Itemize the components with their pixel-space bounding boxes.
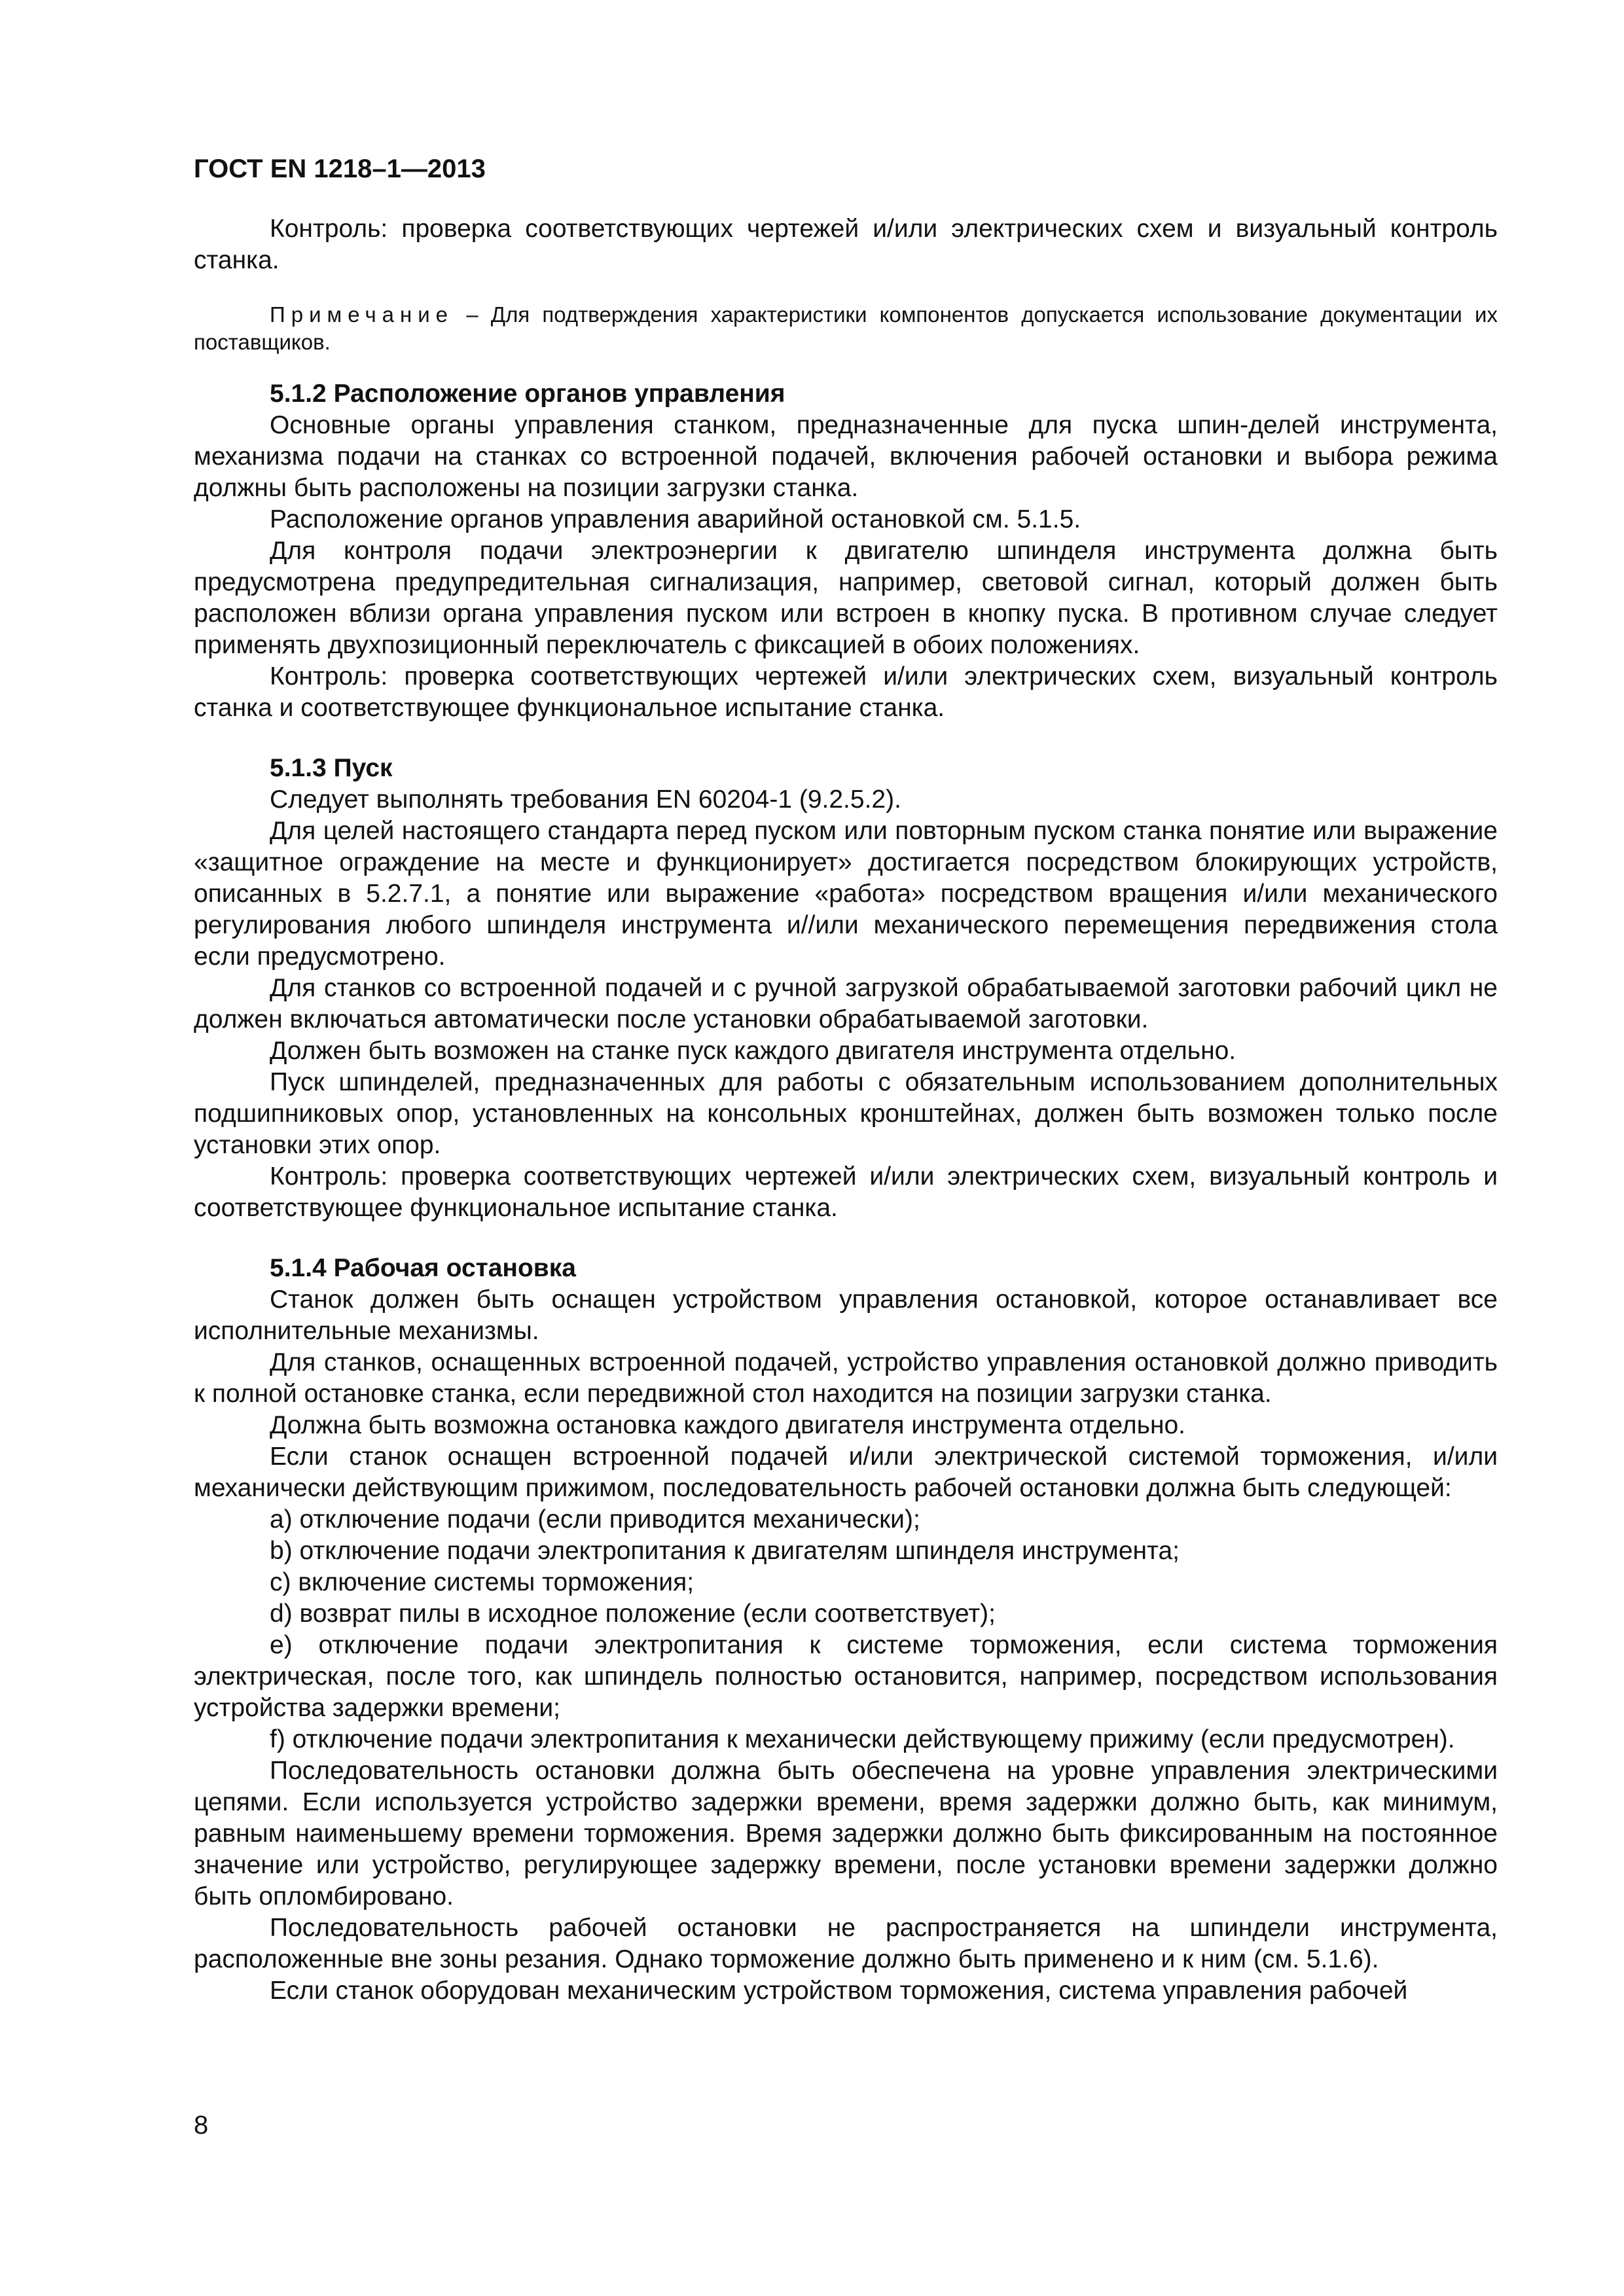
- section-heading-5-1-3: 5.1.3 Пуск: [270, 754, 393, 782]
- paragraph: Если станок оборудован механическим устройством торможения, система управления рабочей: [270, 1977, 1408, 2005]
- paragraph: Для станков, оснащенных встроенной подачей, устройство управления остановкой должно приводить к полной остановке станка, если передвижной стол находится на позиции загрузки станка.: [194, 1348, 1498, 1408]
- note-paragraph: [194, 301, 1498, 356]
- list-item: a) отключение подачи (если приводится механически);: [270, 1505, 920, 1534]
- paragraph: Если станок оснащен встроенной подачей и/или электрической системой торможения, и/или механически действующим прижимом, последовательность рабочей остановки должна быть следующей:: [194, 1443, 1498, 1502]
- list-item: c) включение системы торможения;: [270, 1568, 695, 1596]
- paragraph: Для целей настоящего стандарта перед пуском или повторным пуском станка понятие или выражение «защитное ограждение на месте и функционирует» достигается посредством блокирующих устройств, описанных в 5.2.7.1, а понятие или выражение «работа» посредством вращения и/или механического регулирования любого шпинделя инструмента и//или механического перемещения передвижения стола если предусмотрено.: [194, 817, 1498, 971]
- intro-control-paragraph: Контроль: проверка соответствующих чертежей и/или электрических схем и визуальный контроль станка.: [194, 215, 1498, 274]
- paragraph: Пуск шпинделей, предназначенных для работы с обязательным использованием дополнительных подшипниковых опор, установленных на консольных кронштейнах, должен быть возможен только после установки этих опор.: [194, 1068, 1498, 1159]
- paragraph: Основные органы управления станком, предназначенные для пуска шпин-делей инструмента, механизма подачи на станках со встроенной подачей, включения рабочей остановки и выбора режима должны быть расположены на позиции загрузки станка.: [194, 411, 1498, 502]
- paragraph: Должен быть возможен на станке пуск каждого двигателя инструмента отдельно.: [270, 1037, 1236, 1065]
- paragraph: Последовательность рабочей остановки не распространяется на шпиндели инструмента, расположенные вне зоны резания. Однако торможение должно быть применено и к ним (см. 5.1.6).: [194, 1914, 1498, 1973]
- page-number: 8: [194, 2111, 209, 2140]
- paragraph: Станок должен быть оснащен устройством управления остановкой, которое останавливает все исполнительные механизмы.: [194, 1285, 1498, 1345]
- page-content: [194, 213, 1498, 2007]
- section-heading-5-1-2: 5.1.2 Расположение органов управления: [270, 380, 785, 408]
- note-label: Примечание: [270, 302, 454, 327]
- paragraph: Контроль: проверка соответствующих чертежей и/или электрических схем, визуальный контроль станка и соответствующее функциональное испытание станка.: [194, 662, 1498, 722]
- list-item: d) возврат пилы в исходное положение (если соответствует);: [270, 1600, 996, 1628]
- paragraph: Для станков со встроенной подачей и с ручной загрузкой обрабатываемой заготовки рабочий цикл не должен включаться автоматически после установки обрабатываемой заготовки.: [194, 974, 1498, 1033]
- standard-code-header: ГОСТ EN 1218–1—2013: [194, 154, 486, 183]
- paragraph: Для контроля подачи электроэнергии к двигателю шпинделя инструмента должна быть предусмотрена предупредительная сигнализация, например, световой сигнал, который должен быть расположен вблизи органа управления пуском или встроен в кнопку пуска. В противном случае следует применять двухпозиционный переключатель с фиксацией в обоих положениях.: [194, 537, 1498, 659]
- paragraph: Последовательность остановки должна быть обеспечена на уровне управления электрическими цепями. Если используется устройство задержки времени, время задержки должно быть, как минимум, равным наименьшему времени торможения. Время задержки должно быть фиксированным на постоянное значение или устройство, регулирующее задержку времени, после установки времени задержки должно быть опломбировано.: [194, 1757, 1498, 1910]
- note-text: – Для подтверждения характеристики компонентов допускается использование документации их поставщиков.: [194, 302, 1498, 354]
- paragraph: Контроль: проверка соответствующих чертежей и/или электрических схем, визуальный контроль и соответствующее функциональное испытание станка.: [194, 1162, 1498, 1222]
- section-heading-5-1-4: 5.1.4 Рабочая остановка: [270, 1254, 576, 1282]
- list-item: e) отключение подачи электропитания к системе торможения, если система торможения электрическая, после того, как шпиндель полностью остановится, например, посредством использования устройства задержки времени;: [194, 1631, 1498, 1722]
- paragraph: Должна быть возможна остановка каждого двигателя инструмента отдельно.: [270, 1411, 1186, 1439]
- list-item: b) отключение подачи электропитания к двигателям шпинделя инструмента;: [270, 1537, 1180, 1565]
- paragraph: Расположение органов управления аварийной остановкой см. 5.1.5.: [270, 505, 1081, 533]
- list-item: f) отключение подачи электропитания к механически действующему прижиму (если предусмотрен).: [270, 1725, 1455, 1753]
- paragraph: Следует выполнять требования EN 60204-1 (9.2.5.2).: [270, 785, 901, 814]
